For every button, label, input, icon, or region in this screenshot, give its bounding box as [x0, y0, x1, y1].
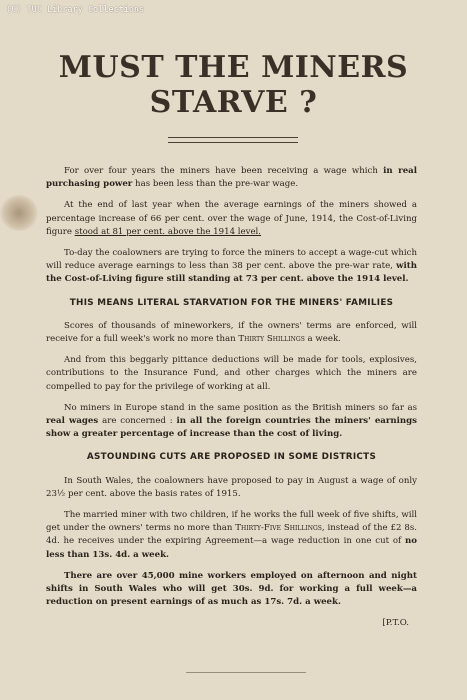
small-caps-text: Thirty-Five Shillings [235, 523, 322, 534]
paragraph-5: And from this beggarly pittance deductions will be made for tools, explosives, contributions to the Insurance Fund, and other charges which the miners are compelled to pay for the privilege of working at all. [46, 355, 417, 392]
paragraph-9: There are over 45,000 mine workers employed on afternoon and night shifts in South Wales who will get 30s. 9d. for working a full week—a reduction on present earnings of as much as 17s. 7d. a week. [46, 570, 417, 608]
text: a week. [304, 334, 341, 345]
paragraph-2 [46, 199, 417, 239]
emphasis: in real purchasing power [46, 166, 417, 190]
text: has been less than the pre-war wage. [132, 179, 299, 190]
leaflet-body [46, 165, 417, 631]
underlined-text: stood at 81 per cent. above the 1914 level. [74, 226, 262, 237]
text: At the end of last year when the average earnings of the miners showed a percentage increase of 66 per cent. over the wage of June, 1914, the Cost-of-Living figure [46, 200, 417, 237]
emphasis: in all the foreign countries the miners' earnings show a greater percentage of increase than the cost of living. [46, 416, 418, 440]
text: Scores of thousands of mineworkers, if the owners' terms are enforced, will receive for a full week's work no more than [46, 320, 417, 345]
ornamental-rule [168, 137, 298, 143]
section-heading-starvation: THIS MEANS LITERAL STARVATION FOR THE MINERS' FAMILIES [69, 297, 394, 308]
title-line-1: MUST THE MINERS [58, 50, 409, 85]
small-caps-text: Thirty Shillings [238, 334, 305, 345]
text: For over four years the miners have been receiving a wage which [64, 166, 384, 176]
emphasis: with the Cost-of-Living figure still standing at 73 per cent. above the 1914 level. [46, 261, 417, 285]
section-heading-cuts: ASTOUNDING CUTS ARE PROPOSED IN SOME DISTRICTS [86, 452, 377, 463]
please-turn-over: [P.T.O. [382, 618, 409, 629]
title-line-2: STARVE ? [149, 85, 318, 120]
page-title [0, 50, 467, 120]
paper-stain [0, 195, 38, 231]
paragraph-3 [46, 247, 417, 287]
text: No miners in Europe stand in the same position as the British miners so far as [64, 402, 417, 413]
emphasis: real wages [46, 416, 99, 427]
text: are concerned : [98, 416, 177, 427]
paragraph-1 [46, 165, 417, 191]
paragraph-8 [46, 509, 417, 562]
text: The married miner with two children, if he works the full week of five shifts, will get under the owners' terms no more than [46, 510, 417, 534]
text: , instead of the £2 8s. 4d. he receives under the expiring Agreement—a wage reduction in one cut of [46, 523, 417, 547]
paragraph-4 [46, 320, 417, 346]
emphasis: no less than 13s. 4d. a week. [46, 536, 417, 560]
text: To-day the coalowners are trying to force the miners to accept a wage-cut which will reduce average earnings to less than 38 per cent. above the pre-war rate, [46, 248, 417, 272]
watermark: (C) TUC Library Collections [6, 5, 145, 15]
paragraph-6 [46, 402, 417, 442]
bottom-rule [186, 672, 306, 673]
paragraph-7: In South Wales, the coalowners have proposed to pay in August a wage of only 23½ per cent. above the basis rates of 1915. [46, 475, 417, 499]
